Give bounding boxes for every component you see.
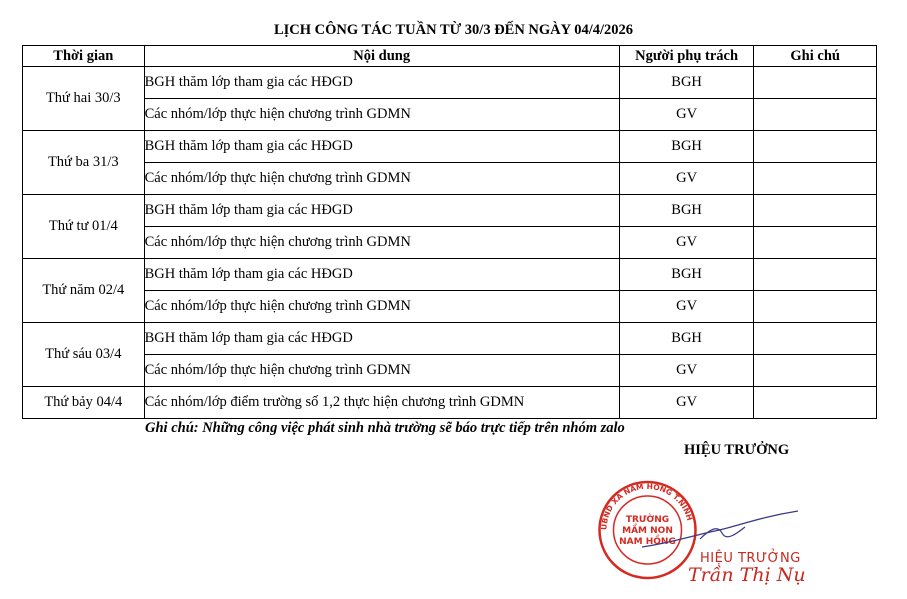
table-row	[23, 259, 877, 291]
header-note: Ghi chú	[754, 46, 877, 67]
day-cell: Thứ bảy 04/4	[23, 387, 145, 419]
schedule-table	[22, 45, 877, 419]
person-cell: GV	[619, 291, 754, 323]
person-cell: GV	[619, 163, 754, 195]
day-cell: Thứ năm 02/4	[23, 259, 145, 323]
person-cell: BGH	[619, 195, 754, 227]
day-cell: Thứ tư 01/4	[23, 195, 145, 259]
table-row	[23, 195, 877, 227]
note-cell	[754, 355, 877, 387]
note-cell	[754, 291, 877, 323]
content-cell: Các nhóm/lớp thực hiện chương trình GDMN	[144, 355, 619, 387]
note-cell	[754, 67, 877, 99]
person-cell: BGH	[619, 67, 754, 99]
table-row	[23, 131, 877, 163]
content-cell: BGH thăm lớp tham gia các HĐGD	[144, 259, 619, 291]
table-row	[23, 67, 877, 99]
person-cell: BGH	[619, 131, 754, 163]
content-cell: BGH thăm lớp tham gia các HĐGD	[144, 67, 619, 99]
stamp-line-3: NAM HỒNG	[619, 537, 676, 547]
day-cell: Thứ hai 30/3	[23, 67, 145, 131]
header-content: Nội dung	[144, 46, 619, 67]
day-cell: Thứ sáu 03/4	[23, 323, 145, 387]
table-row	[23, 355, 877, 387]
note-cell	[754, 227, 877, 259]
stamp-line-1: TRƯỜNG	[625, 515, 670, 525]
signer-name: Trần Thị Nụ	[688, 564, 806, 586]
page-title: LỊCH CÔNG TÁC TUẦN TỪ 30/3 ĐẾN NGÀY 04/4/2026	[273, 22, 634, 38]
person-cell: GV	[619, 99, 754, 131]
stamp-ring-text: UBND XÃ NAM HỒNG T.NINH	[599, 481, 695, 531]
note-cell	[754, 195, 877, 227]
signer-title: HIỆU TRƯỞNG	[700, 551, 801, 566]
content-cell: Các nhóm/lớp điểm trường số 1,2 thực hiện chương trình GDMN	[144, 387, 619, 419]
table-header-row	[23, 46, 877, 67]
content-cell: BGH thăm lớp tham gia các HĐGD	[144, 195, 619, 227]
signature-heading: HIỆU TRƯỞNG	[684, 442, 790, 458]
note-cell	[754, 163, 877, 195]
content-cell: Các nhóm/lớp thực hiện chương trình GDMN	[144, 227, 619, 259]
content-cell: Các nhóm/lớp thực hiện chương trình GDMN	[144, 99, 619, 131]
table-row	[23, 227, 877, 259]
person-cell: BGH	[619, 323, 754, 355]
table-row	[23, 387, 877, 419]
person-cell: GV	[619, 355, 754, 387]
note-cell	[754, 387, 877, 419]
stamp-line-2: MẦM NON	[622, 526, 673, 536]
note-cell	[754, 323, 877, 355]
content-cell: BGH thăm lớp tham gia các HĐGD	[144, 323, 619, 355]
person-cell: GV	[619, 387, 754, 419]
day-cell: Thứ ba 31/3	[23, 131, 145, 195]
note-cell	[754, 131, 877, 163]
table-row	[23, 323, 877, 355]
table-row	[23, 163, 877, 195]
header-person: Người phụ trách	[619, 46, 754, 67]
note-cell	[754, 259, 877, 291]
handwritten-signature	[640, 505, 800, 555]
note-cell	[754, 99, 877, 131]
table-row	[23, 99, 877, 131]
footnote: Ghi chú: Những công việc phát sinh nhà trường sẽ báo trực tiếp trên nhóm zalo	[145, 420, 625, 436]
person-cell: BGH	[619, 259, 754, 291]
table-row	[23, 291, 877, 323]
header-time: Thời gian	[23, 46, 145, 67]
content-cell: BGH thăm lớp tham gia các HĐGD	[144, 131, 619, 163]
content-cell: Các nhóm/lớp thực hiện chương trình GDMN	[144, 163, 619, 195]
content-cell: Các nhóm/lớp thực hiện chương trình GDMN	[144, 291, 619, 323]
person-cell: GV	[619, 227, 754, 259]
